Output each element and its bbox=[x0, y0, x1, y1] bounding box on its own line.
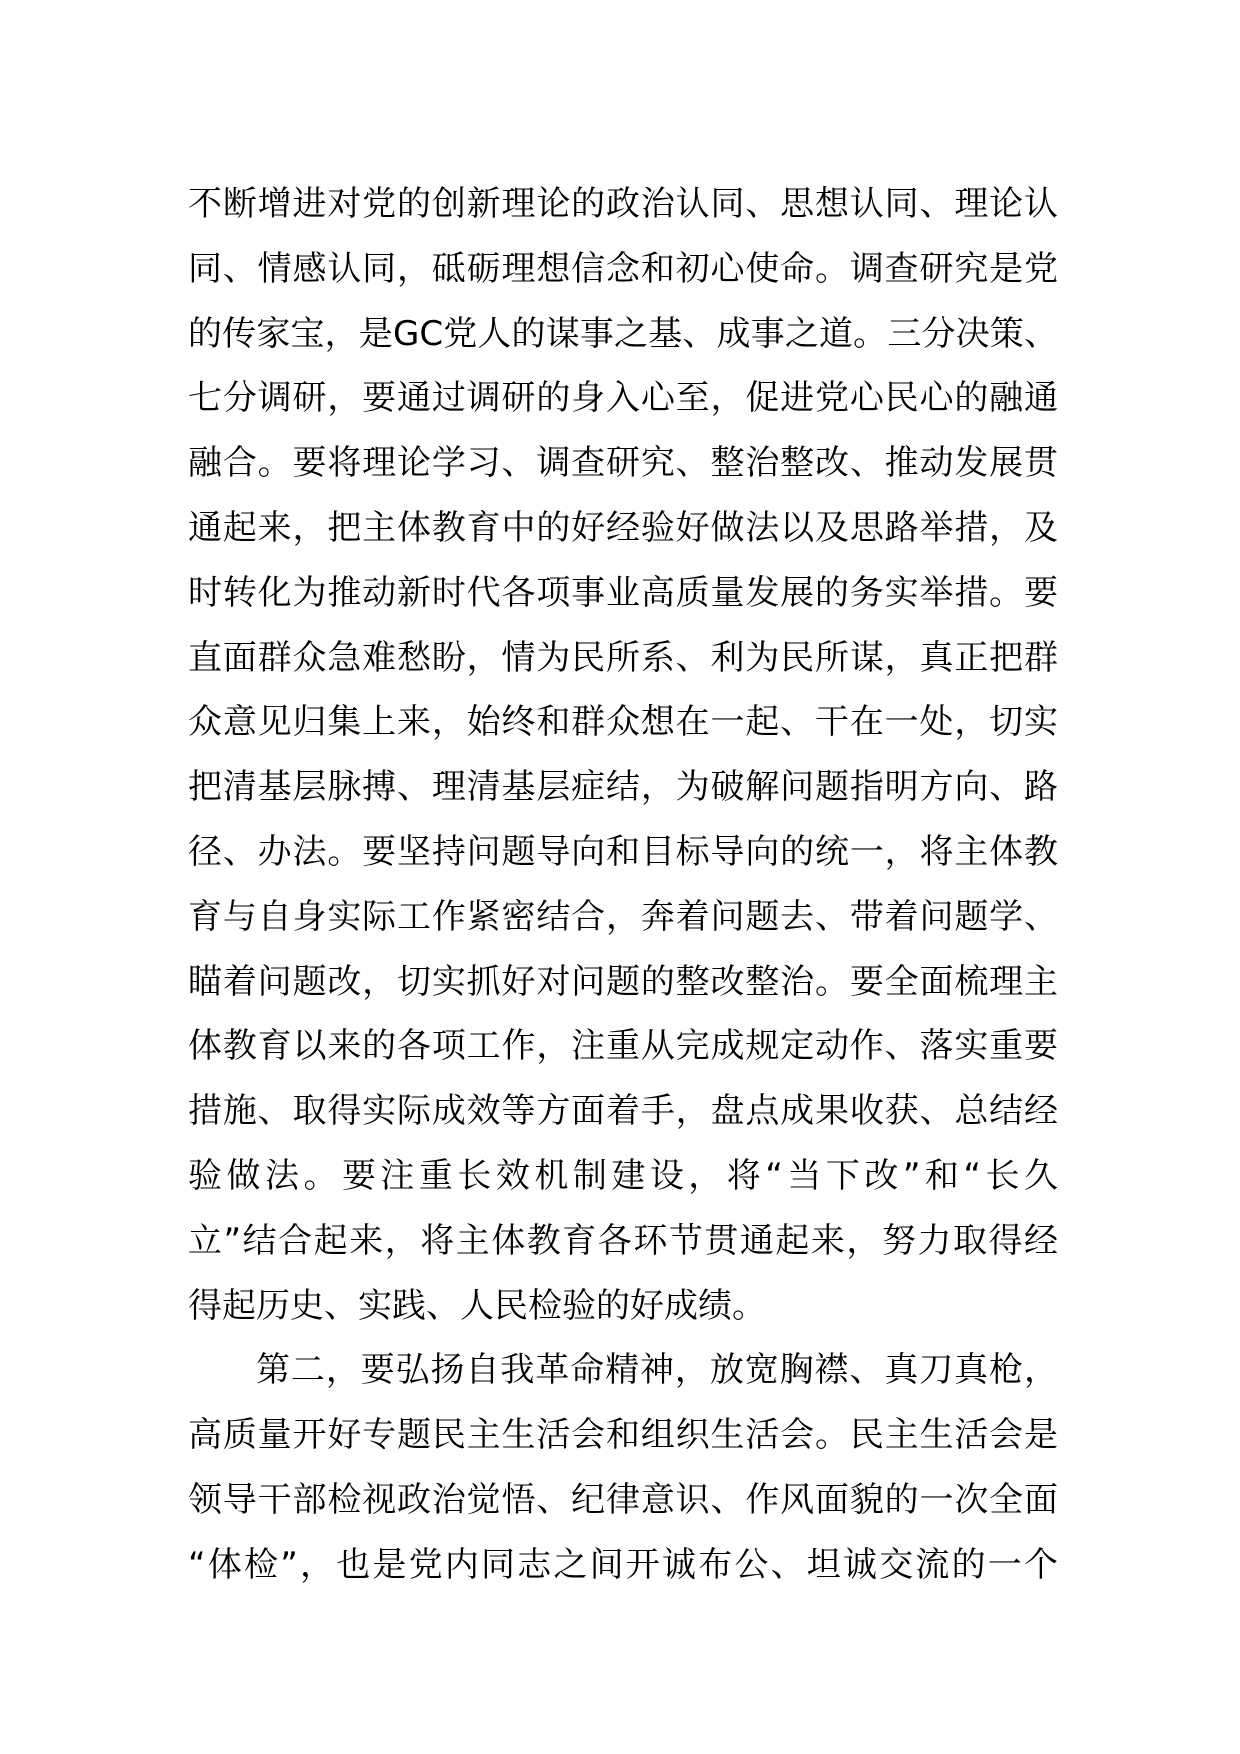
text-line: 高质量开好专题民主生活会和组织生活会。民主生活会是 bbox=[188, 1415, 1058, 1456]
text-line: 七分调研，要通过调研的身入心至，促进党心民心的融通 bbox=[188, 378, 1058, 419]
text-line: 领导干部检视政治觉悟、纪律意识、作风面貌的一次全面 bbox=[188, 1479, 1058, 1520]
text-line: 措施、取得实际成效等方面着手，盘点成果收获、总结经 bbox=[188, 1091, 1058, 1132]
text-line: 时转化为推动新时代各项事业高质量发展的务实举措。要 bbox=[188, 572, 1058, 613]
text-line: 的传家宝，是GC党人的谋事之基、成事之道。三分决策、 bbox=[188, 313, 1058, 354]
paragraph-start-line: 第二，要弘扬自我革命精神，放宽胸襟、真刀真枪， bbox=[256, 1350, 1058, 1391]
text-line: 把清基层脉搏、理清基层症结，为破解问题指明方向、路 bbox=[188, 767, 1058, 808]
text-line: 瞄着问题改，切实抓好对问题的整改整治。要全面梳理主 bbox=[188, 961, 1058, 1002]
text-line: 得起历史、实践、人民检验的好成绩。 bbox=[188, 1285, 766, 1326]
text-line: 径、办法。要坚持问题导向和目标导向的统一，将主体教 bbox=[188, 831, 1058, 872]
text-line: 众意见归集上来，始终和群众想在一起、干在一处，切实 bbox=[188, 702, 1058, 743]
text-line: 不断增进对党的创新理论的政治认同、思想认同、理论认 bbox=[188, 184, 1058, 224]
body-text bbox=[188, 172, 1058, 1598]
text-line: 直面群众急难愁盼，情为民所系、利为民所谋，真正把群 bbox=[188, 637, 1058, 678]
text-line: 体教育以来的各项工作，注重从完成规定动作、落实重要 bbox=[188, 1026, 1058, 1067]
text-line: “体检”，也是党内同志之间开诚布公、坦诚交流的一个 bbox=[188, 1544, 1058, 1585]
text-line: 同、情感认同，砥砺理想信念和初心使命。调查研究是党 bbox=[188, 248, 1058, 289]
text-line: 验做法。要注重长效机制建设，将“当下改”和“长久 bbox=[188, 1155, 1058, 1196]
text-line: 通起来，把主体教育中的好经验好做法以及思路举措，及 bbox=[188, 507, 1058, 548]
text-line: 立”结合起来，将主体教育各环节贯通起来，努力取得经 bbox=[188, 1220, 1058, 1261]
text-line: 融合。要将理论学习、调查研究、整治整改、推动发展贯 bbox=[188, 443, 1058, 484]
text-line: 育与自身实际工作紧密结合，奔着问题去、带着问题学、 bbox=[188, 896, 1058, 937]
